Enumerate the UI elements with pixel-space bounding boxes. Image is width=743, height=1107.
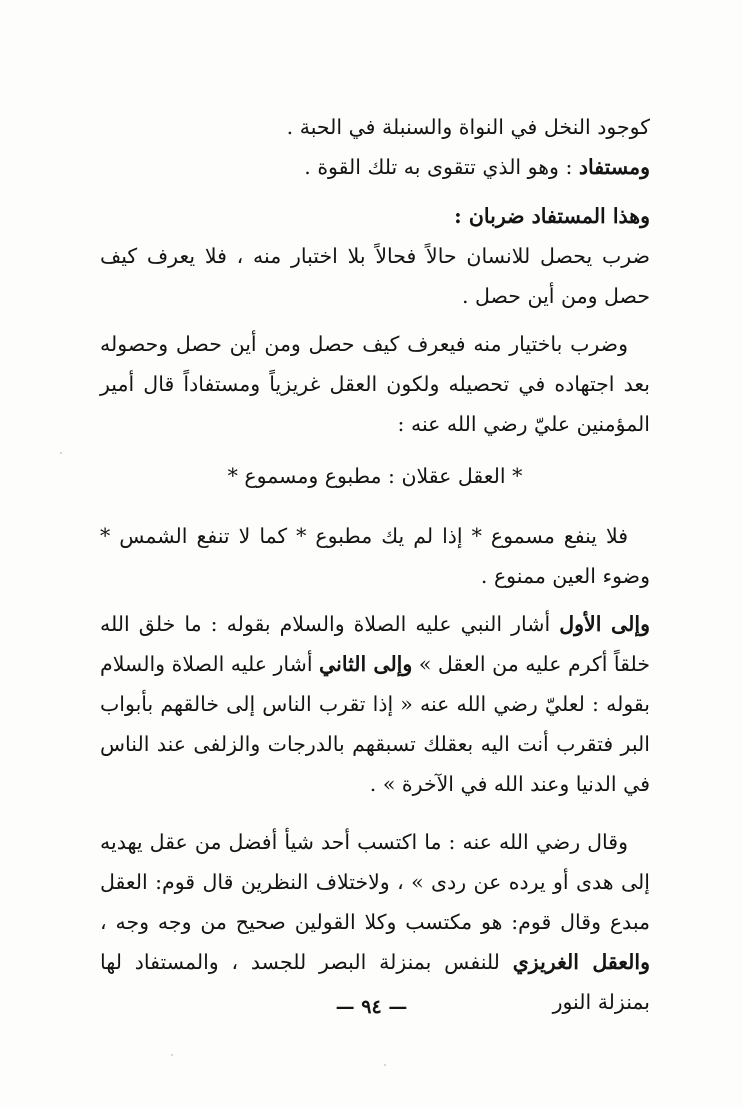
hadith-paragraph <box>100 604 650 804</box>
intro-line: كوجود النخل في النواة والسنبلة في الحبة . <box>286 115 650 139</box>
verse-line-1: * العقل عقلان : مطبوع ومسموع * <box>227 464 523 488</box>
first-reference-term: وإلى الأول <box>559 612 650 636</box>
opinions-paragraph <box>100 822 650 1022</box>
acquired-definition-text: : وهو الذي تتقوى به تلك القوة . <box>304 155 579 179</box>
second-type-text: وضرب باختيار منه فيعرف كيف حصل ومن أين حصل وحصوله بعد اجتهاده في تحصيله ولكون العقل غريزياً ومستفاداً قال أمير المؤمنين عليّ رضي الله عنه : <box>100 332 650 436</box>
paper-speck <box>384 1064 386 1066</box>
types-heading: وهذا المستفاد ضربان : <box>454 204 650 228</box>
second-type-paragraph <box>100 324 650 444</box>
verse-line-2: فلا ينفع مسموع * إذا لم يك مطبوع * كما لا تنفع الشمس * وضوء العين ممنوع . <box>100 524 650 588</box>
first-type-text: ضرب يحصل للانسان حالاً فحالاً بلا اختبار منه ، فلا يعرف كيف حصل ومن أين حصل . <box>100 244 650 308</box>
page-number: — ٩٤ — <box>335 996 408 1018</box>
instinct-term: والعقل الغريزي <box>512 950 651 974</box>
verse-body <box>100 516 650 596</box>
types-paragraph <box>100 196 650 316</box>
second-reference-term: وإلى الثاني <box>319 652 413 676</box>
paper-speck <box>171 1054 173 1056</box>
acquired-term: ومستفاد <box>578 155 650 179</box>
opinions-text-2: للنفس بمنزلة البصر للجسد ، والمستفاد لها بمنزلة النور <box>100 950 650 1014</box>
acquired-definition <box>100 147 650 187</box>
hadith-text-1: أشار النبي عليه الصلاة والسلام بقوله : ما خلق الله خلقاً أكرم عليه من العقل » <box>100 612 651 676</box>
verse-title <box>100 456 650 496</box>
opinions-text-1: وقال رضي الله عنه : ما اكتسب أحد شيأ أفضل من عقل يهديه إلى هدى أو يرده عن ردى » ، ولاختلاف النظرين قال قوم: العقل مبدع وقال قوم: هو مكتسب وكلا القولين صحيح من وجه وجه ، <box>100 830 650 934</box>
paper-speck <box>60 452 62 454</box>
hadith-text-2: أشار عليه الصلاة والسلام بقوله : لعليّ رضي الله عنه « إذا تقرب الناس إلى خالقهم بأبواب البر فتقرب أنت اليه بعقلك تسبقهم بالدرجات والزلفى عند الناس في الدنيا وعند الله في الآخرة » . <box>100 652 650 796</box>
intro-paragraph <box>100 107 650 187</box>
